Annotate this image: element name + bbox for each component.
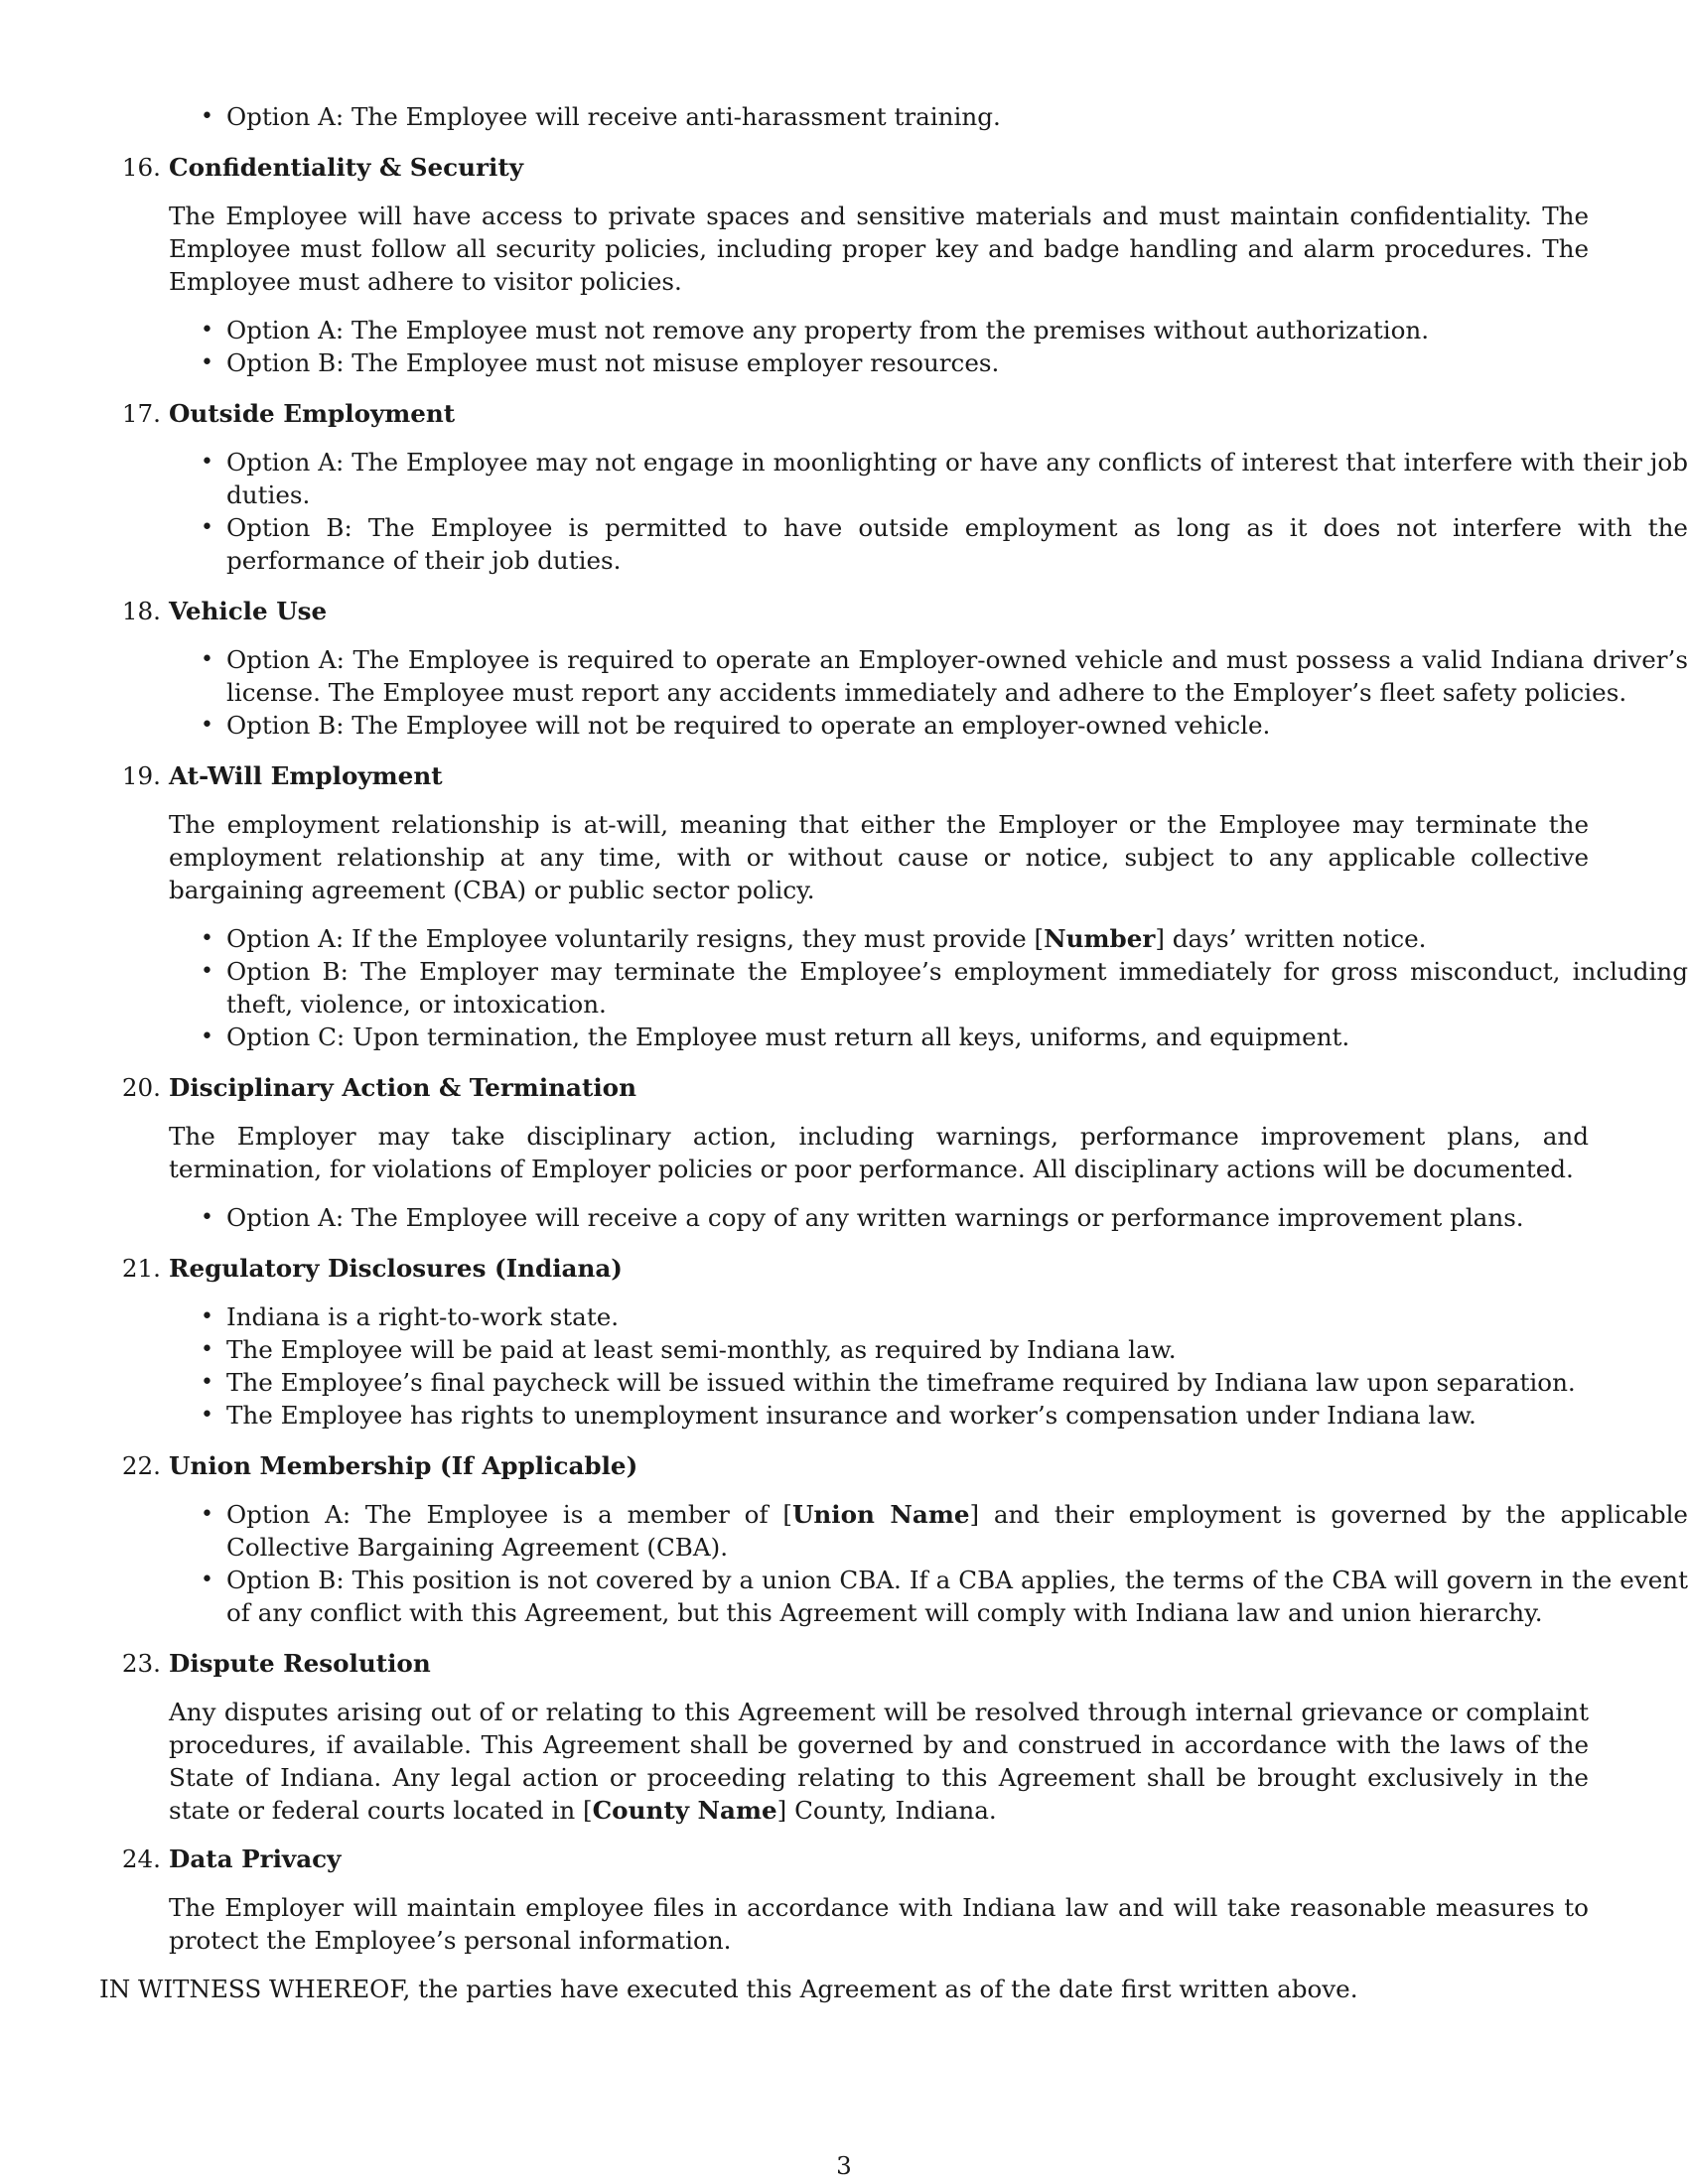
section-heading [99,1071,1589,1104]
bullet-item: • Option A: The Employee will receive a copy of any written warnings or performance improvement plans. [226,1201,1688,1234]
bullet-item: • Option B: The Employee will not be required to operate an employer-owned vehicle. [226,709,1688,742]
section-paragraph: Any disputes arising out of or relating to this Agreement will be resolved through internal grievance or complaint procedures, if available. This Agreement shall be governed by and construed in accordance with the laws of the State of Indiana. Any legal action or proceeding relating to this Agreement shall be brought exclusively in the state or federal courts located in [County Name] County, Indiana. [169,1698,1589,1825]
section-title: Outside Employment [169,399,456,428]
section-paragraph: The employment relationship is at-will, meaning that either the Employer or the Employee may terminate the employment relationship at any time, with or without cause or notice, subject to any applicable collective bargaining agreement (CBA) or public sector policy. [169,810,1589,904]
section-heading [99,759,1589,792]
section-bullet-list [99,446,1688,577]
bullet-item: • Option A: The Employee is required to operate an Employer-owned vehicle and must possess a valid Indiana driver’s license. The Employee must report any accidents immediately and adhere to the Employer’s fleet safety policies. [226,643,1688,709]
section-number: 24. [121,1844,161,1873]
section-heading [99,1843,1589,1875]
section-title: Disciplinary Action & Termination [169,1073,636,1102]
section-16 [99,151,1589,379]
section-17 [99,397,1688,577]
bullet-item: • Option B: The Employee must not misuse employer resources. [226,346,1688,379]
section-heading [99,151,1589,184]
section-number: 16. [121,153,161,182]
section-number: 21. [121,1254,161,1283]
section-bullet-list [99,1498,1688,1629]
section-number: 22. [121,1451,161,1480]
section-heading [99,1252,1589,1285]
section-paragraph: The Employer may take disciplinary action, including warnings, performance improvement plans, and termination, for violations of Employer policies or poor performance. All disciplinary actions will be documented. [169,1122,1589,1183]
section-paragraph: The Employer will maintain employee files in accordance with Indiana law and will take reasonable measures to protect the Employee’s personal information. [169,1893,1589,1955]
document-body [99,100,1688,2005]
section-bullet-list [99,1201,1688,1234]
section-bullet-list [99,1300,1688,1432]
section-title: Data Privacy [169,1844,342,1873]
section-number: 23. [121,1649,161,1678]
bullet-item: • Option A: The Employee is a member of [Union Name] and their employment is governed by the applicable Collective Bargaining Agreement (CBA). [226,1498,1688,1564]
section-number: 19. [121,761,161,790]
section-24 [99,1843,1589,1957]
carryover-bullet-list [99,100,1688,133]
section-title: Union Membership (If Applicable) [169,1451,638,1480]
placeholder-field: Number [1044,924,1156,953]
page-number: 3 [836,2151,852,2180]
section-20 [99,1071,1589,1234]
section-19 [99,759,1688,1053]
bullet-item: • The Employee will be paid at least semi-monthly, as required by Indiana law. [226,1333,1688,1366]
bullet-item: • Option B: The Employee is permitted to have outside employment as long as it does not interfere with the performance of their job duties. [226,511,1688,577]
section-22 [99,1449,1688,1629]
section-number: 17. [121,399,161,428]
placeholder-field: County Name [592,1796,777,1825]
bullet-item: • Option A: The Employee must not remove any property from the premises without authorization. [226,314,1688,346]
bullet-item: • Option A: The Employee may not engage in moonlighting or have any conflicts of interest that interfere with their job duties. [226,446,1688,511]
section-18 [99,595,1688,742]
witness-statement: IN WITNESS WHEREOF, the parties have executed this Agreement as of the date first written above. [99,1975,1358,2003]
bullet-item: • Option C: Upon termination, the Employee must return all keys, uniforms, and equipment. [226,1021,1688,1053]
section-title: Regulatory Disclosures (Indiana) [169,1254,623,1283]
bullet-item: • The Employee’s final paycheck will be issued within the timeframe required by Indiana law upon separation. [226,1366,1688,1399]
bullet-item: • Option A: The Employee will receive anti-harassment training. [226,100,1688,133]
section-title: Confidentiality & Security [169,153,523,182]
section-23 [99,1647,1589,1827]
section-bullet-list [99,643,1688,742]
section-title: At-Will Employment [169,761,443,790]
section-number: 18. [121,597,161,625]
bullet-item: • Option A: If the Employee voluntarily resigns, they must provide [Number] days’ written notice. [226,922,1688,955]
section-number: 20. [121,1073,161,1102]
bullet-item: • Option B: The Employer may terminate the Employee’s employment immediately for gross misconduct, including theft, violence, or intoxication. [226,955,1688,1021]
placeholder-field: Union Name [791,1500,970,1529]
section-title: Dispute Resolution [169,1649,431,1678]
sections-container [99,151,1688,1957]
section-bullet-list [99,314,1688,379]
section-paragraph: The Employee will have access to private spaces and sensitive materials and must maintain confidentiality. The Employee must follow all security policies, including proper key and badge handling and alarm procedures. The Employee must adhere to visitor policies. [169,202,1589,296]
section-bullet-list [99,922,1688,1053]
section-title: Vehicle Use [169,597,328,625]
section-heading [99,1647,1589,1680]
section-heading [99,1449,1589,1482]
bullet-item: • Indiana is a right-to-work state. [226,1300,1688,1333]
bullet-item: • Option B: This position is not covered by a union CBA. If a CBA applies, the terms of the CBA will govern in the event of any conflict with this Agreement, but this Agreement will comply with Indiana law and union hierarchy. [226,1564,1688,1629]
section-heading [99,595,1589,627]
bullet-item: • The Employee has rights to unemployment insurance and worker’s compensation under Indiana law. [226,1399,1688,1432]
section-heading [99,397,1589,430]
section-21 [99,1252,1589,1432]
